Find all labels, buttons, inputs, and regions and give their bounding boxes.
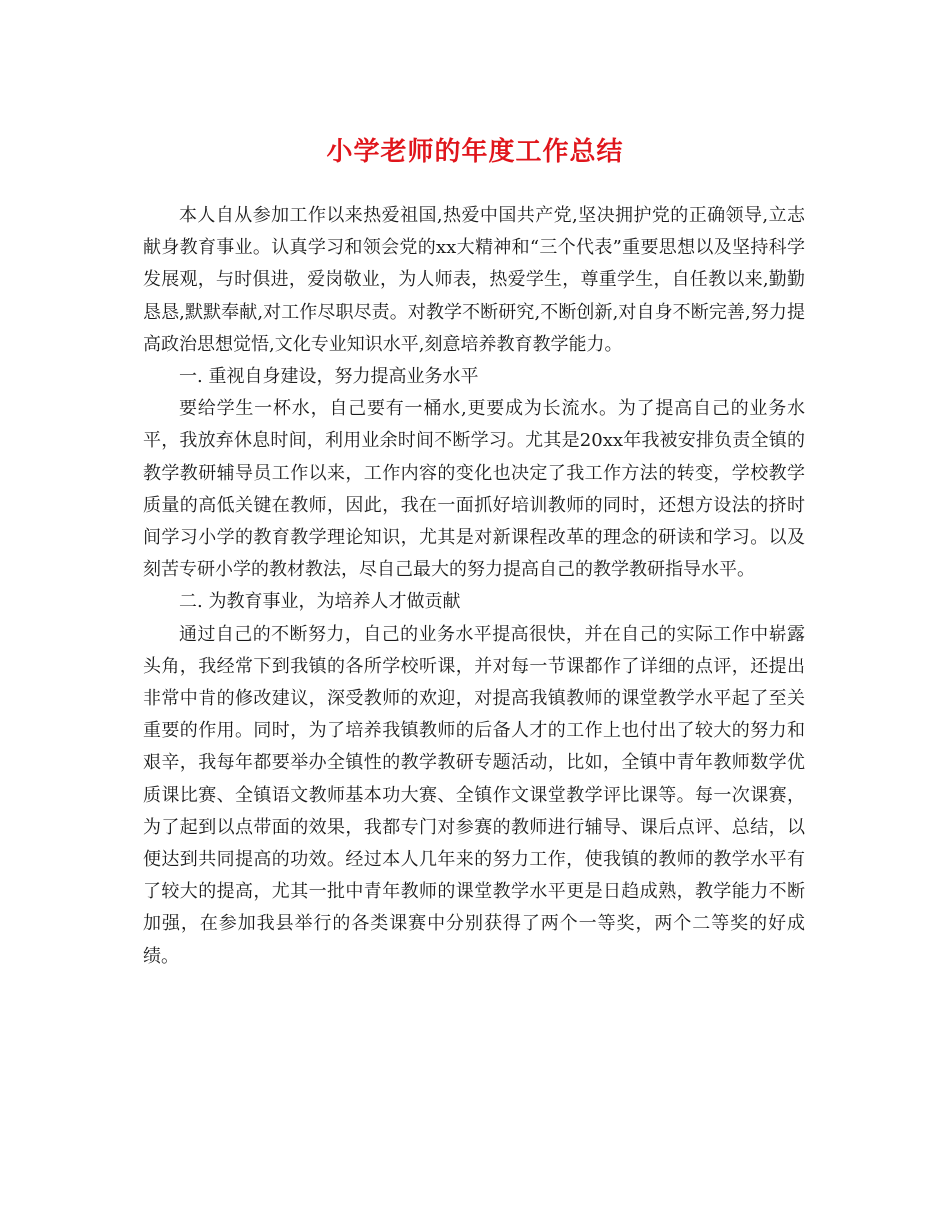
- document-body: [143, 200, 805, 973]
- intro-paragraph: 本人自从参加工作以来热爱祖国,热爱中国共产党,坚决拥护党的正确领导,立志献身教育事业。认真学习和领会党的xx大精神和“三个代表”重要思想以及坚持科学发展观，与时俱进，爱岗敬业，为人师表，热爱学生，尊重学生，自任教以来,勤勤恳恳,默默奉献,对工作尽职尽责。对教学不断研究,不断创新,对自身不断完善,努力提高政治思想觉悟,文化专业知识水平,刻意培养教育教学能力。: [143, 205, 805, 355]
- document-title: 小学老师的年度工作总结: [326, 137, 624, 167]
- section-1-paragraph: 要给学生一杯水，自己要有一桶水,更要成为长流水。为了提高自己的业务水平，我放弃休息时间，利用业余时间不断学习。尤其是20xx年我被安排负责全镇的教学教研辅导员工作以来，工作内容的变化也决定了我工作方法的转变，学校教学质量的高低关键在教师，因此，我在一面抓好培训教师的同时，还想方设法的挤时间学习小学的教育教学理论知识，尤其是对新课程改革的理念的研读和学习。以及刻苦专研小学的教材教法，尽自己最大的努力提高自己的教学教研指导水平。: [143, 398, 805, 581]
- section-heading-1: 一. 重视自身建设，努力提高业务水平: [179, 366, 479, 388]
- section-heading-2: 二. 为教育事业，为培养人才做贡献: [179, 591, 461, 613]
- section-2-paragraph: 通过自己的不断努力，自己的业务水平提高很快，并在自己的实际工作中崭露头角，我经常下到我镇的各所学校听课，并对每一节课都作了详细的点评，还提出非常中肯的修改建议，深受教师的欢迎，对提高我镇教师的课堂教学水平起了至关重要的作用。同时，为了培养我镇教师的后备人才的工作上也付出了较大的努力和艰辛，我每年都要举办全镇性的教学教研专题活动，比如，全镇中青年教师数学优质课比赛、全镇语文教师基本功大赛、全镇作文课堂教学评比课等。每一次课赛，为了起到以点带面的效果，我都专门对参赛的教师进行辅导、课后点评、总结，以便达到共同提高的功效。经过本人几年来的努力工作，使我镇的教师的教学水平有了较大的提高，尤其一批中青年教师的课堂教学水平更是日趋成熟，教学能力不断加强，在参加我县举行的各类课赛中分别获得了两个一等奖，两个二等奖的好成绩。: [143, 623, 805, 967]
